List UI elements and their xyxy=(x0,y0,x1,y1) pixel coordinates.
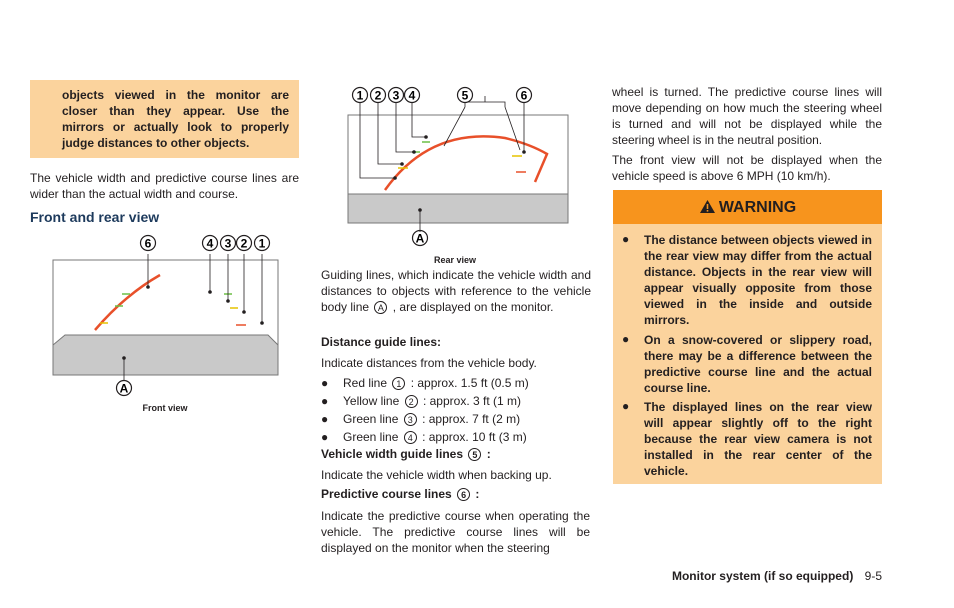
page-number: 9-5 xyxy=(864,569,882,583)
steering-paragraph: wheel is turned. The predictive course lines will move depending on how much the steering wheel is turned and will not be displayed while the steering wheel is in the neutral position. xyxy=(612,85,882,147)
front-label-6: 6 xyxy=(144,236,152,251)
predictive-heading: Predictive course lines 6 : xyxy=(321,487,480,501)
warning-item: The distance between objects viewed in the rear view may differ from the actual distance. Objects in the rear view will appear visually opposite from those viewed in the inside and outside mirrors. xyxy=(644,233,872,327)
section-heading: Front and rear view xyxy=(30,209,160,225)
front-vehicle-body xyxy=(53,335,278,375)
rear-label-6: 6 xyxy=(520,88,528,103)
rear-label-4: 4 xyxy=(408,88,416,103)
label-a-ref: A xyxy=(374,301,387,314)
front-label-1: 1 xyxy=(258,236,266,251)
bullet-yellow: ● Yellow line 2 : approx. 3 ft (1 m) xyxy=(321,394,521,408)
rear-bumper xyxy=(348,194,568,223)
rear-view-caption: Rear view xyxy=(433,255,477,265)
warning-item: The displayed lines on the rear view will appear slightly off to the right because the rear view camera is not installed in the rear center of the vehicle. xyxy=(644,400,872,478)
warning-title: WARNING xyxy=(613,199,882,217)
rear-label-3: 3 xyxy=(392,88,400,103)
warning-triangle-icon xyxy=(699,199,716,214)
predictive-text: Indicate the predictive course when operating the vehicle. The predictive course lines will be displayed on the monitor when the steering xyxy=(321,509,590,555)
guiding-lines-paragraph: Guiding lines, which indicate the vehicle width and distances to objects with reference to the vehicle body line A , are displayed on the monitor. xyxy=(321,268,591,314)
caution-text: objects viewed in the monitor are closer than they appear. Use the mirrors or actually look to properly judge distances to other objects. xyxy=(62,88,289,150)
warning-item: On a snow-covered or slippery road, there may be a difference between the predictive course line and the actual course line. xyxy=(644,333,872,395)
distance-text: Indicate distances from the vehicle body. xyxy=(321,356,537,370)
bullet-green-2m: ● Green line 3 : approx. 7 ft (2 m) xyxy=(321,412,521,426)
speed-paragraph: The front view will not be displayed when the vehicle speed is above 6 MPH (10 km/h). xyxy=(612,153,882,183)
rear-label-2: 2 xyxy=(374,88,382,103)
width-guide-heading: Vehicle width guide lines 5 : xyxy=(321,447,491,461)
width-guide-text: Indicate the vehicle width when backing up. xyxy=(321,468,552,482)
rear-label-1: 1 xyxy=(356,88,364,103)
rear-label-a: A xyxy=(415,231,425,246)
front-view-caption: Front view xyxy=(142,403,188,413)
rear-view-figure xyxy=(340,82,580,254)
front-label-4: 4 xyxy=(206,236,214,251)
width-course-paragraph: The vehicle width and predictive course lines are wider than the actual width and course. xyxy=(30,171,299,201)
rear-label-5: 5 xyxy=(461,88,469,103)
page-footer xyxy=(600,569,882,583)
front-label-3: 3 xyxy=(224,236,232,251)
distance-heading: Distance guide lines: xyxy=(321,335,442,349)
front-view-figure xyxy=(40,230,295,405)
footer-section: Monitor system (if so equipped) xyxy=(671,569,854,583)
bullet-green-3m: ● Green line 4 : approx. 10 ft (3 m) xyxy=(321,430,527,444)
bullet-red: ● Red line 1 : approx. 1.5 ft (0.5 m) xyxy=(321,376,529,390)
front-label-a: A xyxy=(119,381,129,396)
front-label-2: 2 xyxy=(240,236,248,251)
